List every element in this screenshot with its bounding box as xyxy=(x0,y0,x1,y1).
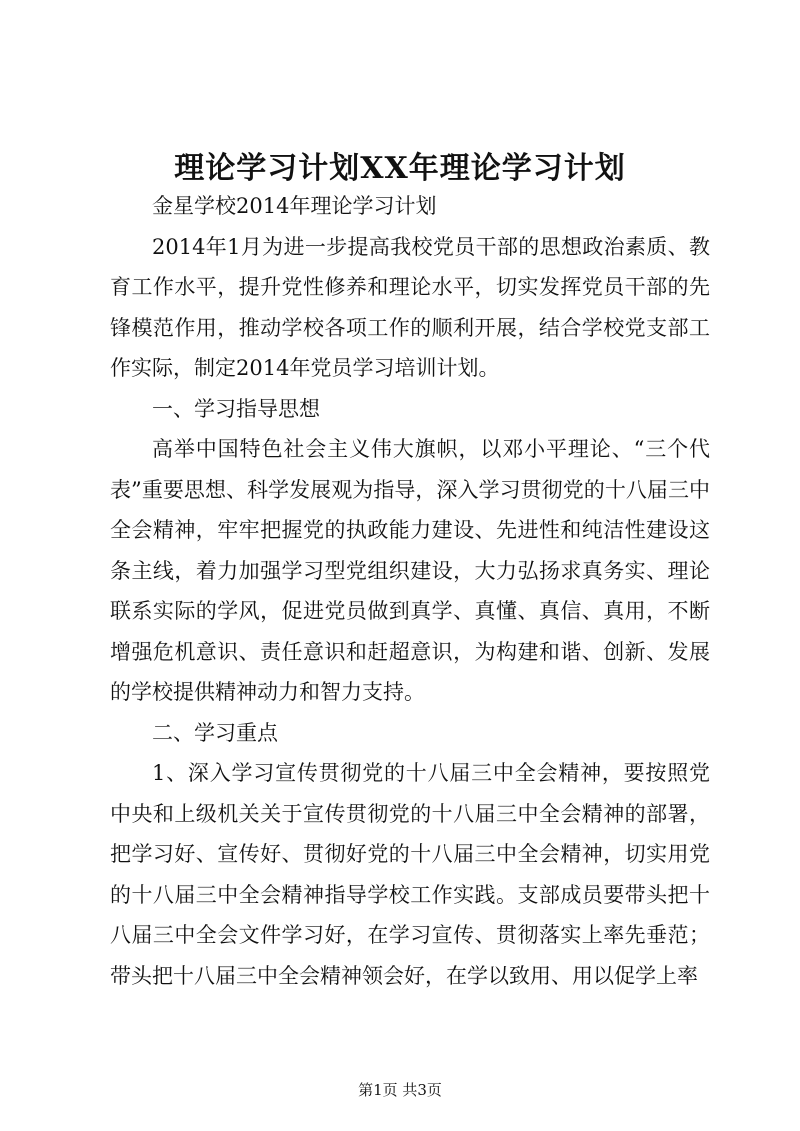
document-body xyxy=(110,186,710,996)
section-heading-guiding-ideology: 一、学习指导思想 xyxy=(152,396,320,421)
paragraph-school-plan-heading: 金星学校2014年理论学习计划 xyxy=(152,194,437,218)
paragraph-study-focus-item-1: 1、深入学习宣传贯彻党的十八届三中全会精神，要按照党中央和上级机关关于宣传贯彻党的十八届三中全会精神的部署，把学习好、宣传好、贯彻好党的十八届三中全会精神，切实用党的十八届三中全会精神指导学校工作实践。支部成员要带头把十八届三中全会文件学习好，在学习宣传、贯彻落实上率先垂范；带头把十八届三中全会精神领会好，在学以致用、用以促学上率 xyxy=(110,761,710,988)
section-heading-study-focus: 二、学习重点 xyxy=(152,720,278,745)
page-footer: 第1页 共3页 xyxy=(358,1081,442,1099)
document-title: 理论学习计划XX年理论学习计划 xyxy=(174,151,626,186)
paragraph-guiding-ideology: 高举中国特色社会主义伟大旗帜，以邓小平理论、“三个代表”重要思想、科学发展观为指导，深入学习贯彻党的十八届三中全会精神，牢牢把握党的执政能力建设、先进性和纯洁性建设这条主线，着力加强学习型党组织建设，大力弘扬求真务实、理论联系实际的学风，促进党员做到真学、真懂、真信、真用，不断增强危机意识、责任意识和赶超意识，为构建和谐、创新、发展的学校提供精神动力和智力支持。 xyxy=(110,437,710,704)
paragraph-introduction: 2014年1月为进一步提高我校党员干部的思想政治素质、教育工作水平，提升党性修养和理论水平，切实发挥党员干部的先锋模范作用，推动学校各项工作的顺利开展，结合学校党支部工作实际，制定2014年党员学习培训计划。 xyxy=(110,234,710,380)
